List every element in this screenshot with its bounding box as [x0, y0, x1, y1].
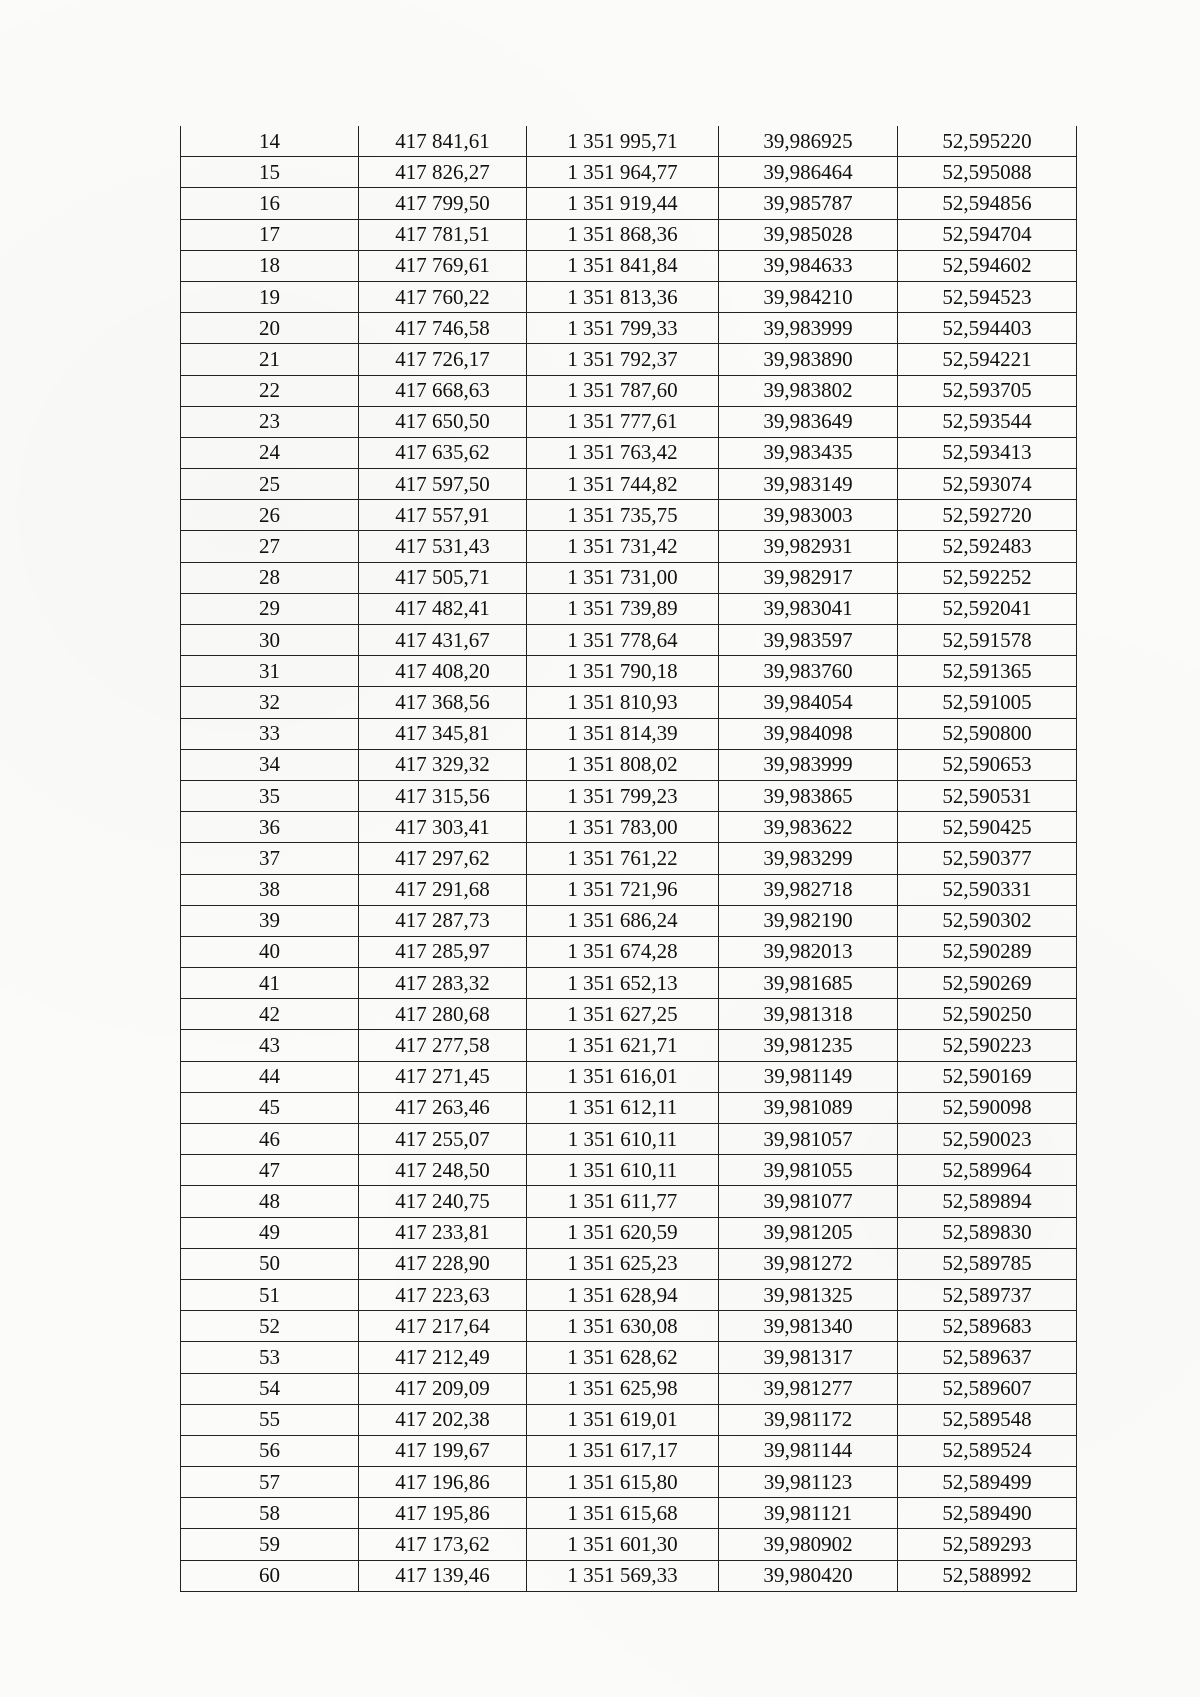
- y-coordinate-cell: 1 351 601,30: [527, 1529, 719, 1560]
- table-row: [181, 1404, 1077, 1435]
- latitude-cell: 39,983041: [719, 593, 898, 624]
- y-coordinate-cell: 1 351 621,71: [527, 1030, 719, 1061]
- point-number-cell: 42: [181, 999, 359, 1030]
- latitude-cell: 39,981205: [719, 1217, 898, 1248]
- longitude-cell: 52,588992: [898, 1560, 1077, 1591]
- x-coordinate-cell: 417 263,46: [359, 1092, 527, 1123]
- x-coordinate-cell: 417 255,07: [359, 1124, 527, 1155]
- latitude-cell: 39,981057: [719, 1124, 898, 1155]
- point-number-cell: 17: [181, 219, 359, 250]
- y-coordinate-cell: 1 351 810,93: [527, 687, 719, 718]
- table-row: [181, 219, 1077, 250]
- y-coordinate-cell: 1 351 610,11: [527, 1124, 719, 1155]
- y-coordinate-cell: 1 351 814,39: [527, 718, 719, 749]
- longitude-cell: 52,591578: [898, 625, 1077, 656]
- y-coordinate-cell: 1 351 735,75: [527, 500, 719, 531]
- y-coordinate-cell: 1 351 616,01: [527, 1061, 719, 1092]
- point-number-cell: 32: [181, 687, 359, 718]
- point-number-cell: 47: [181, 1155, 359, 1186]
- point-number-cell: 57: [181, 1467, 359, 1498]
- table-row: [181, 157, 1077, 188]
- table-row: [181, 1560, 1077, 1591]
- x-coordinate-cell: 417 291,68: [359, 874, 527, 905]
- y-coordinate-cell: 1 351 792,37: [527, 344, 719, 375]
- table-row: [181, 1435, 1077, 1466]
- latitude-cell: 39,986464: [719, 157, 898, 188]
- latitude-cell: 39,983003: [719, 500, 898, 531]
- longitude-cell: 52,591005: [898, 687, 1077, 718]
- table-row: [181, 1092, 1077, 1123]
- y-coordinate-cell: 1 351 739,89: [527, 593, 719, 624]
- x-coordinate-cell: 417 303,41: [359, 812, 527, 843]
- longitude-cell: 52,589894: [898, 1186, 1077, 1217]
- y-coordinate-cell: 1 351 761,22: [527, 843, 719, 874]
- point-number-cell: 50: [181, 1248, 359, 1279]
- latitude-cell: 39,983622: [719, 812, 898, 843]
- table-row: [181, 1279, 1077, 1310]
- latitude-cell: 39,981144: [719, 1435, 898, 1466]
- y-coordinate-cell: 1 351 995,71: [527, 126, 719, 157]
- y-coordinate-cell: 1 351 868,36: [527, 219, 719, 250]
- longitude-cell: 52,594856: [898, 188, 1077, 219]
- y-coordinate-cell: 1 351 919,44: [527, 188, 719, 219]
- y-coordinate-cell: 1 351 569,33: [527, 1560, 719, 1591]
- x-coordinate-cell: 417 635,62: [359, 437, 527, 468]
- point-number-cell: 44: [181, 1061, 359, 1092]
- table-row: [181, 437, 1077, 468]
- longitude-cell: 52,590223: [898, 1030, 1077, 1061]
- longitude-cell: 52,590250: [898, 999, 1077, 1030]
- latitude-cell: 39,980902: [719, 1529, 898, 1560]
- longitude-cell: 52,590169: [898, 1061, 1077, 1092]
- latitude-cell: 39,982190: [719, 905, 898, 936]
- latitude-cell: 39,986925: [719, 126, 898, 157]
- latitude-cell: 39,981272: [719, 1248, 898, 1279]
- latitude-cell: 39,981123: [719, 1467, 898, 1498]
- y-coordinate-cell: 1 351 813,36: [527, 281, 719, 312]
- table-row: [181, 375, 1077, 406]
- latitude-cell: 39,981089: [719, 1092, 898, 1123]
- y-coordinate-cell: 1 351 686,24: [527, 905, 719, 936]
- latitude-cell: 39,981149: [719, 1061, 898, 1092]
- longitude-cell: 52,589830: [898, 1217, 1077, 1248]
- table-row: [181, 656, 1077, 687]
- longitude-cell: 52,590800: [898, 718, 1077, 749]
- point-number-cell: 35: [181, 780, 359, 811]
- longitude-cell: 52,592720: [898, 500, 1077, 531]
- x-coordinate-cell: 417 746,58: [359, 313, 527, 344]
- point-number-cell: 26: [181, 500, 359, 531]
- x-coordinate-cell: 417 799,50: [359, 188, 527, 219]
- x-coordinate-cell: 417 760,22: [359, 281, 527, 312]
- longitude-cell: 52,595088: [898, 157, 1077, 188]
- table-row: [181, 718, 1077, 749]
- x-coordinate-cell: 417 368,56: [359, 687, 527, 718]
- table-row: [181, 562, 1077, 593]
- latitude-cell: 39,983999: [719, 749, 898, 780]
- table-row: [181, 250, 1077, 281]
- latitude-cell: 39,982931: [719, 531, 898, 562]
- latitude-cell: 39,983597: [719, 625, 898, 656]
- x-coordinate-cell: 417 195,86: [359, 1498, 527, 1529]
- table-row: [181, 313, 1077, 344]
- point-number-cell: 54: [181, 1373, 359, 1404]
- table-row: [181, 874, 1077, 905]
- x-coordinate-cell: 417 557,91: [359, 500, 527, 531]
- table-row: [181, 968, 1077, 999]
- y-coordinate-cell: 1 351 808,02: [527, 749, 719, 780]
- latitude-cell: 39,983649: [719, 406, 898, 437]
- latitude-cell: 39,984054: [719, 687, 898, 718]
- y-coordinate-cell: 1 351 612,11: [527, 1092, 719, 1123]
- latitude-cell: 39,983435: [719, 437, 898, 468]
- point-number-cell: 22: [181, 375, 359, 406]
- table-row: [181, 469, 1077, 500]
- latitude-cell: 39,981277: [719, 1373, 898, 1404]
- longitude-cell: 52,592483: [898, 531, 1077, 562]
- longitude-cell: 52,593413: [898, 437, 1077, 468]
- latitude-cell: 39,982013: [719, 936, 898, 967]
- latitude-cell: 39,983865: [719, 780, 898, 811]
- table-row: [181, 999, 1077, 1030]
- latitude-cell: 39,980420: [719, 1560, 898, 1591]
- latitude-cell: 39,983299: [719, 843, 898, 874]
- longitude-cell: 52,595220: [898, 126, 1077, 157]
- x-coordinate-cell: 417 668,63: [359, 375, 527, 406]
- point-number-cell: 18: [181, 250, 359, 281]
- latitude-cell: 39,982917: [719, 562, 898, 593]
- coordinates-table-body: [181, 126, 1077, 1591]
- y-coordinate-cell: 1 351 674,28: [527, 936, 719, 967]
- point-number-cell: 40: [181, 936, 359, 967]
- y-coordinate-cell: 1 351 777,61: [527, 406, 719, 437]
- latitude-cell: 39,981318: [719, 999, 898, 1030]
- x-coordinate-cell: 417 240,75: [359, 1186, 527, 1217]
- longitude-cell: 52,589490: [898, 1498, 1077, 1529]
- point-number-cell: 29: [181, 593, 359, 624]
- table-row: [181, 1342, 1077, 1373]
- point-number-cell: 45: [181, 1092, 359, 1123]
- point-number-cell: 48: [181, 1186, 359, 1217]
- point-number-cell: 56: [181, 1435, 359, 1466]
- y-coordinate-cell: 1 351 625,23: [527, 1248, 719, 1279]
- table-row: [181, 1373, 1077, 1404]
- y-coordinate-cell: 1 351 731,42: [527, 531, 719, 562]
- longitude-cell: 52,589785: [898, 1248, 1077, 1279]
- table-row: [181, 625, 1077, 656]
- longitude-cell: 52,589607: [898, 1373, 1077, 1404]
- y-coordinate-cell: 1 351 628,94: [527, 1279, 719, 1310]
- longitude-cell: 52,590425: [898, 812, 1077, 843]
- longitude-cell: 52,589637: [898, 1342, 1077, 1373]
- latitude-cell: 39,981055: [719, 1155, 898, 1186]
- x-coordinate-cell: 417 280,68: [359, 999, 527, 1030]
- x-coordinate-cell: 417 650,50: [359, 406, 527, 437]
- table-row: [181, 812, 1077, 843]
- latitude-cell: 39,983999: [719, 313, 898, 344]
- latitude-cell: 39,981325: [719, 1279, 898, 1310]
- latitude-cell: 39,983802: [719, 375, 898, 406]
- latitude-cell: 39,984633: [719, 250, 898, 281]
- y-coordinate-cell: 1 351 783,00: [527, 812, 719, 843]
- longitude-cell: 52,590331: [898, 874, 1077, 905]
- y-coordinate-cell: 1 351 790,18: [527, 656, 719, 687]
- longitude-cell: 52,590302: [898, 905, 1077, 936]
- x-coordinate-cell: 417 173,62: [359, 1529, 527, 1560]
- y-coordinate-cell: 1 351 799,33: [527, 313, 719, 344]
- latitude-cell: 39,981317: [719, 1342, 898, 1373]
- table-row: [181, 1061, 1077, 1092]
- point-number-cell: 41: [181, 968, 359, 999]
- table-row: [181, 843, 1077, 874]
- table-row: [181, 531, 1077, 562]
- longitude-cell: 52,590653: [898, 749, 1077, 780]
- longitude-cell: 52,594602: [898, 250, 1077, 281]
- x-coordinate-cell: 417 431,67: [359, 625, 527, 656]
- table-row: [181, 1311, 1077, 1342]
- y-coordinate-cell: 1 351 615,68: [527, 1498, 719, 1529]
- longitude-cell: 52,592252: [898, 562, 1077, 593]
- point-number-cell: 51: [181, 1279, 359, 1310]
- point-number-cell: 23: [181, 406, 359, 437]
- point-number-cell: 27: [181, 531, 359, 562]
- x-coordinate-cell: 417 277,58: [359, 1030, 527, 1061]
- longitude-cell: 52,589683: [898, 1311, 1077, 1342]
- longitude-cell: 52,590269: [898, 968, 1077, 999]
- point-number-cell: 36: [181, 812, 359, 843]
- y-coordinate-cell: 1 351 627,25: [527, 999, 719, 1030]
- point-number-cell: 19: [181, 281, 359, 312]
- x-coordinate-cell: 417 248,50: [359, 1155, 527, 1186]
- point-number-cell: 46: [181, 1124, 359, 1155]
- y-coordinate-cell: 1 351 620,59: [527, 1217, 719, 1248]
- longitude-cell: 52,589964: [898, 1155, 1077, 1186]
- table-row: [181, 406, 1077, 437]
- point-number-cell: 43: [181, 1030, 359, 1061]
- point-number-cell: 24: [181, 437, 359, 468]
- point-number-cell: 34: [181, 749, 359, 780]
- table-row: [181, 344, 1077, 375]
- x-coordinate-cell: 417 209,09: [359, 1373, 527, 1404]
- table-row: [181, 1217, 1077, 1248]
- table-row: [181, 1155, 1077, 1186]
- x-coordinate-cell: 417 482,41: [359, 593, 527, 624]
- point-number-cell: 49: [181, 1217, 359, 1248]
- x-coordinate-cell: 417 345,81: [359, 718, 527, 749]
- latitude-cell: 39,985028: [719, 219, 898, 250]
- longitude-cell: 52,589499: [898, 1467, 1077, 1498]
- longitude-cell: 52,589737: [898, 1279, 1077, 1310]
- y-coordinate-cell: 1 351 731,00: [527, 562, 719, 593]
- longitude-cell: 52,589524: [898, 1435, 1077, 1466]
- x-coordinate-cell: 417 196,86: [359, 1467, 527, 1498]
- x-coordinate-cell: 417 217,64: [359, 1311, 527, 1342]
- y-coordinate-cell: 1 351 628,62: [527, 1342, 719, 1373]
- x-coordinate-cell: 417 726,17: [359, 344, 527, 375]
- latitude-cell: 39,981077: [719, 1186, 898, 1217]
- table-row: [181, 593, 1077, 624]
- latitude-cell: 39,981121: [719, 1498, 898, 1529]
- point-number-cell: 60: [181, 1560, 359, 1591]
- x-coordinate-cell: 417 233,81: [359, 1217, 527, 1248]
- x-coordinate-cell: 417 781,51: [359, 219, 527, 250]
- longitude-cell: 52,590289: [898, 936, 1077, 967]
- point-number-cell: 38: [181, 874, 359, 905]
- point-number-cell: 20: [181, 313, 359, 344]
- longitude-cell: 52,590531: [898, 780, 1077, 811]
- table-row: [181, 500, 1077, 531]
- table-row: [181, 1186, 1077, 1217]
- y-coordinate-cell: 1 351 778,64: [527, 625, 719, 656]
- longitude-cell: 52,589548: [898, 1404, 1077, 1435]
- longitude-cell: 52,592041: [898, 593, 1077, 624]
- point-number-cell: 59: [181, 1529, 359, 1560]
- x-coordinate-cell: 417 283,32: [359, 968, 527, 999]
- x-coordinate-cell: 417 505,71: [359, 562, 527, 593]
- table-row: [181, 1529, 1077, 1560]
- table-row: [181, 749, 1077, 780]
- point-number-cell: 25: [181, 469, 359, 500]
- y-coordinate-cell: 1 351 964,77: [527, 157, 719, 188]
- x-coordinate-cell: 417 769,61: [359, 250, 527, 281]
- table-row: [181, 780, 1077, 811]
- y-coordinate-cell: 1 351 630,08: [527, 1311, 719, 1342]
- y-coordinate-cell: 1 351 799,23: [527, 780, 719, 811]
- latitude-cell: 39,982718: [719, 874, 898, 905]
- y-coordinate-cell: 1 351 652,13: [527, 968, 719, 999]
- longitude-cell: 52,594704: [898, 219, 1077, 250]
- latitude-cell: 39,985787: [719, 188, 898, 219]
- point-number-cell: 30: [181, 625, 359, 656]
- point-number-cell: 58: [181, 1498, 359, 1529]
- x-coordinate-cell: 417 315,56: [359, 780, 527, 811]
- latitude-cell: 39,981235: [719, 1030, 898, 1061]
- y-coordinate-cell: 1 351 744,82: [527, 469, 719, 500]
- point-number-cell: 14: [181, 126, 359, 157]
- x-coordinate-cell: 417 597,50: [359, 469, 527, 500]
- longitude-cell: 52,591365: [898, 656, 1077, 687]
- longitude-cell: 52,590023: [898, 1124, 1077, 1155]
- y-coordinate-cell: 1 351 787,60: [527, 375, 719, 406]
- longitude-cell: 52,590098: [898, 1092, 1077, 1123]
- table-row: [181, 126, 1077, 157]
- longitude-cell: 52,593074: [898, 469, 1077, 500]
- table-row: [181, 1248, 1077, 1279]
- y-coordinate-cell: 1 351 610,11: [527, 1155, 719, 1186]
- point-number-cell: 55: [181, 1404, 359, 1435]
- coordinates-table: [180, 126, 1077, 1592]
- point-number-cell: 53: [181, 1342, 359, 1373]
- x-coordinate-cell: 417 297,62: [359, 843, 527, 874]
- table-row: [181, 1030, 1077, 1061]
- longitude-cell: 52,594221: [898, 344, 1077, 375]
- x-coordinate-cell: 417 531,43: [359, 531, 527, 562]
- table-row: [181, 936, 1077, 967]
- latitude-cell: 39,984210: [719, 281, 898, 312]
- y-coordinate-cell: 1 351 721,96: [527, 874, 719, 905]
- table-row: [181, 687, 1077, 718]
- latitude-cell: 39,981172: [719, 1404, 898, 1435]
- latitude-cell: 39,983149: [719, 469, 898, 500]
- y-coordinate-cell: 1 351 619,01: [527, 1404, 719, 1435]
- longitude-cell: 52,594403: [898, 313, 1077, 344]
- longitude-cell: 52,589293: [898, 1529, 1077, 1560]
- x-coordinate-cell: 417 139,46: [359, 1560, 527, 1591]
- x-coordinate-cell: 417 287,73: [359, 905, 527, 936]
- point-number-cell: 52: [181, 1311, 359, 1342]
- table-row: [181, 281, 1077, 312]
- latitude-cell: 39,981340: [719, 1311, 898, 1342]
- y-coordinate-cell: 1 351 841,84: [527, 250, 719, 281]
- x-coordinate-cell: 417 199,67: [359, 1435, 527, 1466]
- point-number-cell: 15: [181, 157, 359, 188]
- x-coordinate-cell: 417 329,32: [359, 749, 527, 780]
- x-coordinate-cell: 417 212,49: [359, 1342, 527, 1373]
- latitude-cell: 39,981685: [719, 968, 898, 999]
- longitude-cell: 52,593705: [898, 375, 1077, 406]
- point-number-cell: 33: [181, 718, 359, 749]
- x-coordinate-cell: 417 826,27: [359, 157, 527, 188]
- x-coordinate-cell: 417 228,90: [359, 1248, 527, 1279]
- x-coordinate-cell: 417 285,97: [359, 936, 527, 967]
- point-number-cell: 39: [181, 905, 359, 936]
- x-coordinate-cell: 417 271,45: [359, 1061, 527, 1092]
- longitude-cell: 52,594523: [898, 281, 1077, 312]
- table-row: [181, 1124, 1077, 1155]
- point-number-cell: 37: [181, 843, 359, 874]
- longitude-cell: 52,590377: [898, 843, 1077, 874]
- table-row: [181, 1498, 1077, 1529]
- y-coordinate-cell: 1 351 611,77: [527, 1186, 719, 1217]
- point-number-cell: 21: [181, 344, 359, 375]
- latitude-cell: 39,983760: [719, 656, 898, 687]
- table-row: [181, 188, 1077, 219]
- y-coordinate-cell: 1 351 625,98: [527, 1373, 719, 1404]
- x-coordinate-cell: 417 408,20: [359, 656, 527, 687]
- y-coordinate-cell: 1 351 615,80: [527, 1467, 719, 1498]
- x-coordinate-cell: 417 841,61: [359, 126, 527, 157]
- x-coordinate-cell: 417 223,63: [359, 1279, 527, 1310]
- latitude-cell: 39,983890: [719, 344, 898, 375]
- y-coordinate-cell: 1 351 617,17: [527, 1435, 719, 1466]
- table-row: [181, 905, 1077, 936]
- y-coordinate-cell: 1 351 763,42: [527, 437, 719, 468]
- point-number-cell: 31: [181, 656, 359, 687]
- x-coordinate-cell: 417 202,38: [359, 1404, 527, 1435]
- point-number-cell: 28: [181, 562, 359, 593]
- point-number-cell: 16: [181, 188, 359, 219]
- table-row: [181, 1467, 1077, 1498]
- latitude-cell: 39,984098: [719, 718, 898, 749]
- longitude-cell: 52,593544: [898, 406, 1077, 437]
